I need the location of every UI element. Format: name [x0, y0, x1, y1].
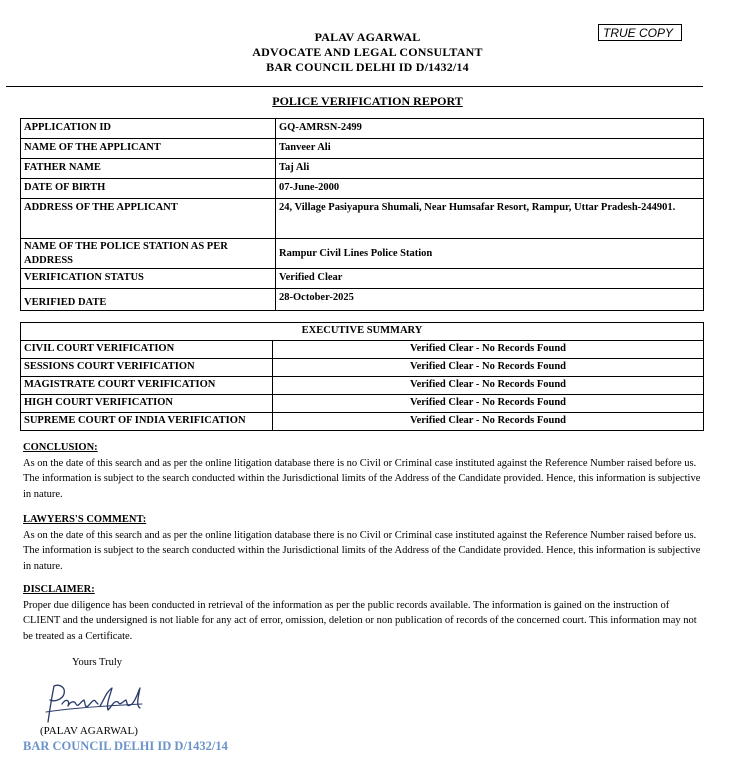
row-label: SESSIONS COURT VERIFICATION: [21, 359, 273, 377]
signatory-name: (PALAV AGARWAL): [40, 725, 138, 737]
row-label: NAME OF THE POLICE STATION AS PER ADDRESS: [21, 239, 276, 269]
comment-heading: LAWYERS'S COMMENT:: [23, 514, 147, 525]
row-label: HIGH COURT VERIFICATION: [21, 395, 273, 413]
table-row: [21, 269, 704, 289]
row-label: NAME OF THE APPLICANT: [21, 139, 276, 159]
row-value: Rampur Civil Lines Police Station: [276, 239, 704, 269]
row-value: Verified Clear - No Records Found: [273, 377, 704, 395]
disclaimer-section: [23, 582, 703, 644]
row-label: VERIFICATION STATUS: [21, 269, 276, 289]
applicant-details-table: [20, 118, 704, 311]
row-value: 24, Village Pasiyapura Shumali, Near Humsafar Resort, Rampur, Uttar Pradesh-244901.: [276, 199, 704, 239]
table-row: [21, 359, 704, 377]
signatory-bar-id: BAR COUNCIL DELHI ID D/1432/14: [23, 739, 228, 753]
advocate-title: ADVOCATE AND LEGAL CONSULTANT: [252, 45, 483, 59]
row-value: GQ-AMRSN-2499: [276, 119, 704, 139]
table-row: [21, 395, 704, 413]
table-row: [21, 179, 704, 199]
row-label: CIVIL COURT VERIFICATION: [21, 341, 273, 359]
disclaimer-text: Proper due diligence has been conducted in retrieval of the information as per the public records available. The information is gained on the instruction of CLIENT and the undersigned is not liable for any act of error, omission, deletion or non publication of records of the concerned court. This information may not be treated as a Certificate.: [23, 599, 697, 642]
table-row: [21, 139, 704, 159]
row-value: Verified Clear - No Records Found: [273, 341, 704, 359]
conclusion-section: [23, 440, 703, 502]
table-row: [21, 119, 704, 139]
row-label: MAGISTRATE COURT VERIFICATION: [21, 377, 273, 395]
table-header-row: [21, 323, 704, 341]
executive-summary-table: [20, 322, 704, 431]
yours-truly: Yours Truly: [72, 657, 123, 668]
row-value: Verified Clear - No Records Found: [273, 413, 704, 431]
signature-icon: [40, 678, 150, 726]
row-value: Verified Clear: [276, 269, 704, 289]
table-row: [21, 159, 704, 179]
conclusion-heading: CONCLUSION:: [23, 442, 98, 453]
header-divider: [6, 86, 703, 87]
advocate-name: PALAV AGARWAL: [314, 30, 421, 44]
disclaimer-heading: DISCLAIMER:: [23, 584, 95, 595]
row-label: DATE OF BIRTH: [21, 179, 276, 199]
row-label: FATHER NAME: [21, 159, 276, 179]
row-value: Verified Clear - No Records Found: [273, 359, 704, 377]
table-row: [21, 199, 704, 239]
comment-text: As on the date of this search and as per the online litigation database there is no Civil or Criminal case instituted against the Reference Number raised before us. The information is subject to the search conducted within the Jurisdictional limits of the Address of the Candidate provided. Hence, this information is subjective in nature.: [23, 529, 701, 572]
row-value: 28-October-2025: [276, 289, 704, 311]
row-value: Verified Clear - No Records Found: [273, 395, 704, 413]
true-copy-stamp: TRUE COPY: [598, 24, 682, 41]
row-label: APPLICATION ID: [21, 119, 276, 139]
table-row: [21, 341, 704, 359]
conclusion-text: As on the date of this search and as per the online litigation database there is no Civil or Criminal case instituted against the Reference Number raised before us. The information is subject to the search conducted within the Jurisdictional limits of the Address of the Candidate provided. Hence, this information is subjective in nature.: [23, 457, 701, 500]
report-title: POLICE VERIFICATION REPORT: [272, 94, 463, 108]
table-row: [21, 289, 704, 311]
row-value: Tanveer Ali: [276, 139, 704, 159]
bar-council-id: BAR COUNCIL DELHI ID D/1432/14: [266, 60, 469, 74]
lawyers-comment-section: [23, 512, 703, 574]
summary-title: EXECUTIVE SUMMARY: [21, 323, 704, 341]
row-label: SUPREME COURT OF INDIA VERIFICATION: [21, 413, 273, 431]
row-value: 07-June-2000: [276, 179, 704, 199]
row-value: Taj Ali: [276, 159, 704, 179]
table-row: [21, 413, 704, 431]
signature-image: [40, 678, 150, 731]
row-label: VERIFIED DATE: [21, 289, 276, 311]
row-label: ADDRESS OF THE APPLICANT: [21, 199, 276, 239]
table-row: [21, 239, 704, 269]
table-row: [21, 377, 704, 395]
